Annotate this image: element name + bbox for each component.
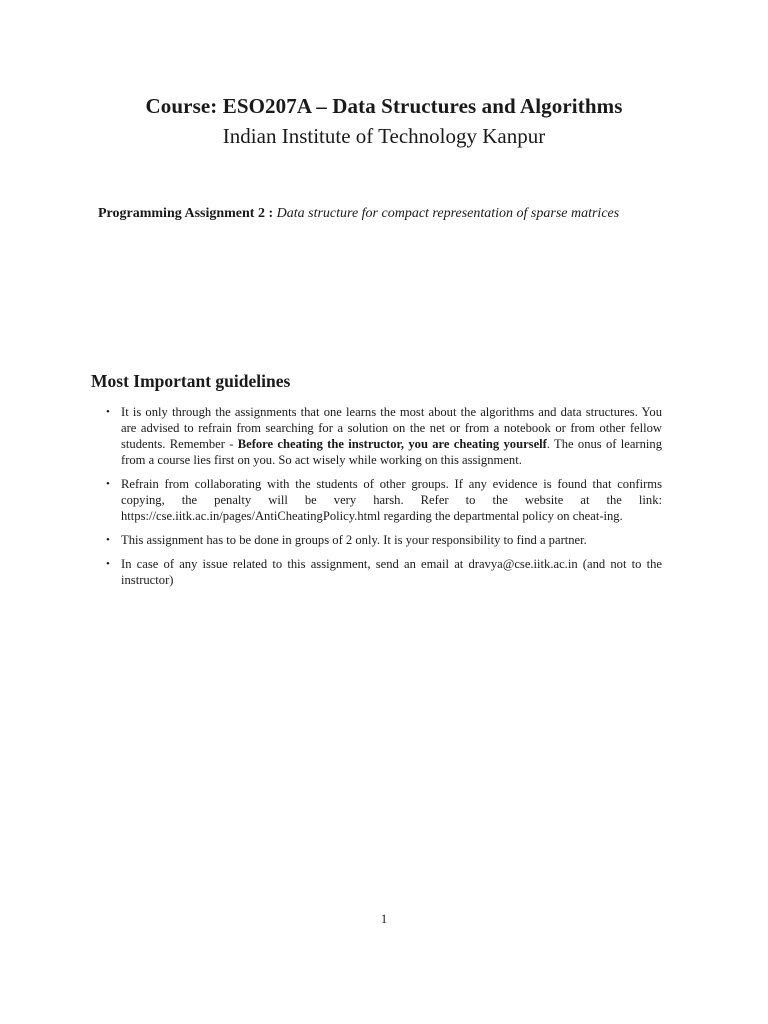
guideline-text: In case of any issue related to this assignment, send an email at dravya@cse.iitk.ac.in (and not to the instructor): [121, 557, 662, 587]
guideline-item: [106, 476, 662, 524]
guideline-emphasis: Before cheating the instructor, you are cheating yourself: [237, 437, 547, 451]
guideline-text: It is only through the assignments that one learns the most about the algorithms and data structures. You are advised to refrain from searching for a solution on the net or from a notebook or from other fellow students. Remember -: [121, 405, 662, 451]
bullet-icon: •: [106, 558, 110, 570]
guideline-item: [106, 404, 662, 468]
course-title: Course: ESO207A – Data Structures and Algorithms: [145, 94, 623, 118]
guideline-text: This assignment has to be done in groups of 2 only. It is your responsibility to find a partner.: [121, 533, 587, 547]
page-number: 1: [380, 912, 388, 926]
guideline-item: [106, 532, 662, 548]
institute-name: Indian Institute of Technology Kanpur: [222, 124, 546, 148]
bullet-icon: •: [106, 478, 110, 490]
section-heading: Most Important guidelines: [91, 371, 291, 391]
bullet-icon: •: [106, 534, 110, 546]
guideline-text: Refrain from collaborating with the students of other groups. If any evidence is found that confirms copying, the penalty will be very harsh. Refer to the website at the link: https://cse.iitk.ac.in/pages/AntiCheatingPolicy.html regarding the departmental policy on cheat-ing.: [121, 477, 662, 523]
guideline-text: . The onus of learning from a course lies first on you. So act wisely while working on this assignment.: [121, 437, 662, 467]
assignment-label: Programming Assignment 2 :: [98, 206, 274, 221]
assignment-description: Data structure for compact representation of sparse matrices: [276, 206, 620, 221]
guidelines-list: [106, 404, 662, 596]
bullet-icon: •: [106, 406, 110, 418]
guideline-item: [106, 556, 662, 588]
assignment-line: [98, 206, 738, 222]
